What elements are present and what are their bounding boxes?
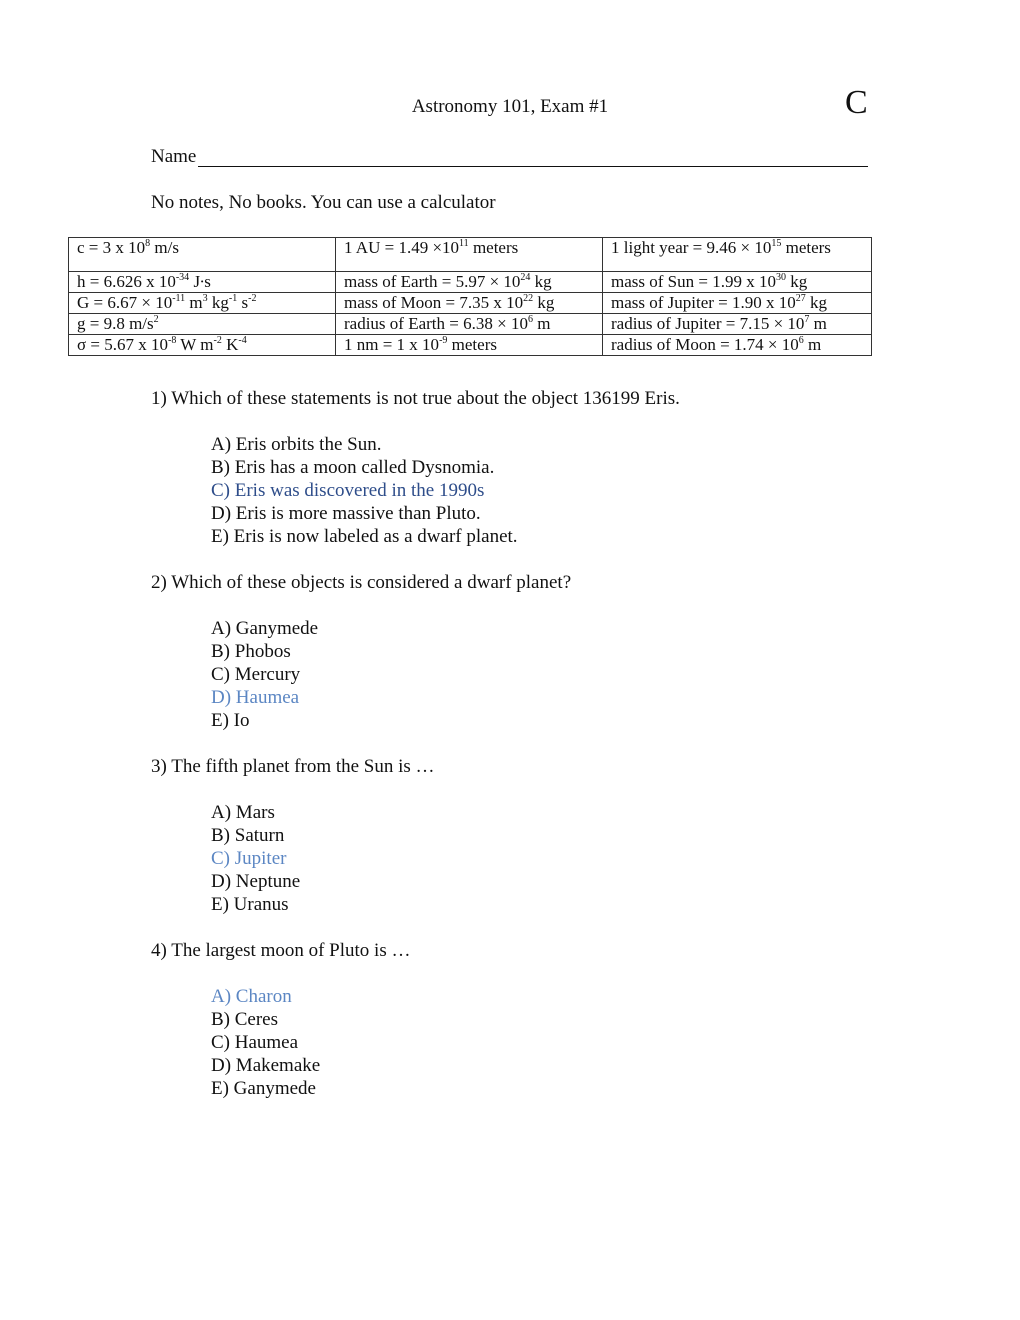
name-blank-line[interactable] <box>198 166 868 167</box>
option-b[interactable]: B) Ceres <box>211 1009 279 1030</box>
option-b[interactable]: B) Eris has a moon called Dysnomia. <box>211 457 495 478</box>
option-a[interactable]: A) Ganymede <box>211 618 319 639</box>
option-d[interactable]: D) Neptune <box>211 871 301 892</box>
question-3: 3) The fifth planet from the Sun is … <box>151 756 435 777</box>
option-e[interactable]: E) Ganymede <box>211 1078 316 1099</box>
option-d[interactable]: D) Makemake <box>211 1055 321 1076</box>
constant-cell: radius of Jupiter = $7.15 \times 10^7$ m <box>603 314 872 335</box>
option-d[interactable]: D) Eris is more massive than Pluto. <box>211 503 481 524</box>
constant-cell: σ = 5.67 x $10^{-8}$ W $m^{-2}$ $K^{-4}$ <box>69 335 336 356</box>
question-4: 4) The largest moon of Pluto is … <box>151 940 411 961</box>
constants-row <box>69 238 872 272</box>
option-e[interactable]: E) Uranus <box>211 894 289 915</box>
option-a-highlighted[interactable]: A) Charon <box>211 986 292 1007</box>
constant-cell: mass of Jupiter = 1.90 x $10^{27}$ kg <box>603 293 872 314</box>
option-c[interactable]: C) Mercury <box>211 664 301 685</box>
constants-row <box>69 335 872 356</box>
option-e[interactable]: E) Io <box>211 710 250 731</box>
option-d-highlighted[interactable]: D) Haumea <box>211 687 300 708</box>
constant-cell: 1 light year = $9.46 \times 10^{15}$ meters <box>603 238 872 272</box>
option-a[interactable]: A) Eris orbits the Sun. <box>211 434 382 455</box>
name-label: Name <box>151 146 197 167</box>
exam-instructions: No notes, No books. You can use a calculator <box>151 192 496 213</box>
option-a[interactable]: A) Mars <box>211 802 275 823</box>
constant-cell: mass of Sun = 1.99 x $10^{30}$ kg <box>603 272 872 293</box>
option-b[interactable]: B) Saturn <box>211 825 285 846</box>
constant-cell: mass of Moon = 7.35 x $10^{22}$ kg <box>336 293 603 314</box>
constant-cell: c = 3 x $10^8$ m/s <box>69 238 336 272</box>
constant-cell: 1 nm = 1 x $10^{-9}$ meters <box>336 335 603 356</box>
question-1: 1) Which of these statements is not true about the object 136199 Eris. <box>151 388 680 409</box>
constant-cell: 1 AU = $1.49 \times 10^{11}$ meters <box>336 238 603 272</box>
question-2: 2) Which of these objects is considered a dwarf planet? <box>151 572 572 593</box>
question-3-options <box>211 801 300 916</box>
question-1-options <box>211 433 518 548</box>
question-4-options <box>211 985 320 1100</box>
exam-version-letter: C <box>845 84 868 121</box>
constants-row <box>69 314 872 335</box>
constant-cell: mass of Earth = $5.97 \times 10^{24}$ kg <box>336 272 603 293</box>
exam-title: Astronomy 101, Exam #1 <box>411 96 609 117</box>
constants-row <box>69 293 872 314</box>
option-b[interactable]: B) Phobos <box>211 641 291 662</box>
constant-cell: radius of Moon = $1.74 \times 10^6$ m <box>603 335 872 356</box>
constant-cell: $G = 6.67 \times 10^{-11}$ $m^3$ $kg^{-1}$ $s^{-2}$ <box>69 293 336 314</box>
option-c[interactable]: C) Haumea <box>211 1032 299 1053</box>
option-e[interactable]: E) Eris is now labeled as a dwarf planet. <box>211 526 518 547</box>
question-2-options <box>211 617 318 732</box>
constants-row <box>69 272 872 293</box>
constant-cell: h = 6.626 x $10^{-34}$ J∙s <box>69 272 336 293</box>
option-c-highlighted[interactable]: C) Eris was discovered in the 1990s <box>211 480 485 501</box>
constant-cell: g = 9.8 $m/s^2$ <box>69 314 336 335</box>
constant-cell: radius of Earth = $6.38 \times 10^6$ m <box>336 314 603 335</box>
option-c-highlighted[interactable]: C) Jupiter <box>211 848 287 869</box>
constants-table <box>68 237 872 356</box>
